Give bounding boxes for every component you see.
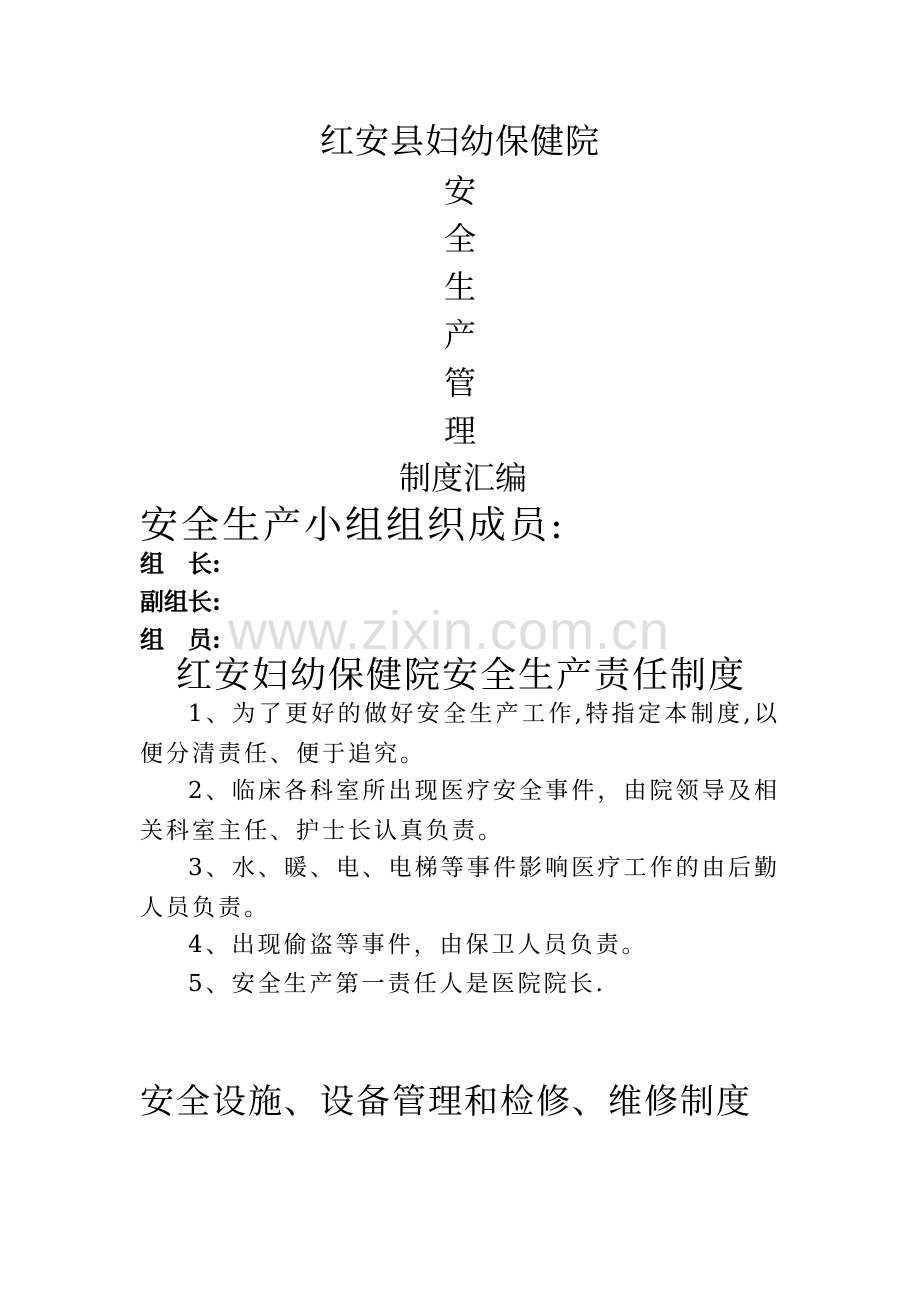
paragraph: 3、水、暖、电、电梯等事件影响医疗工作的由后勤人员负责。 [140,855,780,921]
cover-vertical-char: 管 [443,364,476,402]
cover-title: 红安县妇幼保健院 [320,122,600,162]
cover-vertical-char: 生 [443,268,476,306]
list-item: 5、安全生产第一责任人是医院院长. [188,971,606,997]
role-deputy-leader [140,582,221,617]
cover-vertical-char: 产 [443,316,476,354]
role-label: 组 长: [140,549,221,578]
list-item: 4、出现偷盗等事件，由保卫人员负责。 [188,932,648,958]
watermark: www.zixin.com.cn [228,601,671,661]
cover-vertical-char: 安 [443,172,476,210]
cover-subtitle: 制度汇编 [398,459,527,497]
cover-vertical-char: 全 [443,220,476,258]
paragraph: 2、临床各科室所出现医疗安全事件，由院领导及相关科室主任、护士长认真负责。 [140,778,780,844]
role-label: 副组长: [140,587,221,616]
members-heading: 安全生产小组组织成员: [140,503,566,547]
paragraph: 1、为了更好的做好安全生产工作,特指定本制度,以便分清责任、便于追究。 [140,701,780,767]
cover-vertical-char: 理 [443,412,476,450]
role-label: 组 员: [140,625,221,654]
responsibility-title: 红安妇幼保健院安全生产责任制度 [175,655,746,696]
next-section-title: 安全设施、设备管理和检修、维修制度 [140,1082,752,1122]
role-leader [140,544,221,579]
